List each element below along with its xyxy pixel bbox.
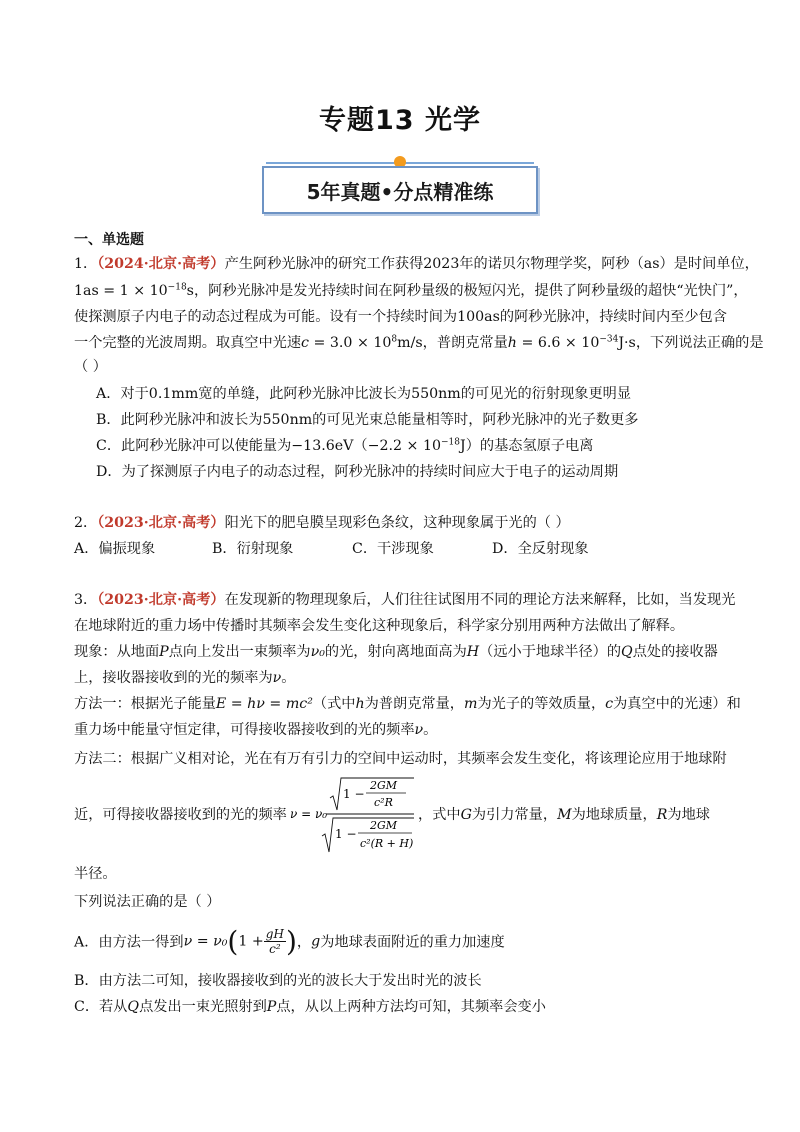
q1-exponent: 8 (391, 334, 398, 345)
symbol-nu: ν (272, 670, 282, 686)
symbol-P: P (159, 644, 169, 660)
q2-option-c[interactable]: C．干涉现象 (352, 541, 434, 557)
paren-right: ) (285, 925, 297, 958)
q3-option-a-text: 为地球表面附近的重力加速度 (320, 934, 505, 951)
formula-c2r: c²R (374, 796, 393, 809)
formula-one-plus: 1 + (238, 933, 264, 950)
symbol-R: R (656, 807, 668, 823)
fraction-gh-c2 (264, 927, 286, 956)
q3-line-8-left: 近，可得接收器接收到的光的频率 (74, 807, 287, 823)
q3-text: （式中 (312, 696, 356, 712)
symbol-H: H (466, 644, 480, 660)
formula-nu-approx: ν = ν₀ (183, 933, 228, 950)
q3-line-9: 半径。 (74, 866, 117, 882)
q3-option-c-text: 点发出一束光照射到 (139, 999, 267, 1015)
q1-option-a[interactable]: A．对于0.1mm宽的单缝，此阿秒光脉冲比波长为550nm的可见光的衍射现象更明显 (96, 386, 632, 402)
q2-text: 阳光下的肥皂膜呈现彩色条纹，这种现象属于光的（ ） (224, 515, 570, 531)
q1-line-1 (74, 253, 759, 273)
q3-source-tag: （2023·北京·高考） (97, 592, 225, 608)
q3-text: 的光，射向离地面高为 (324, 644, 467, 660)
formula-c2rh: c²(R + H) (360, 837, 414, 850)
q1-number: 1． (74, 256, 98, 272)
formula-relativity (290, 776, 416, 854)
q3-text: 现象：从地面 (74, 644, 160, 660)
q1-text: s，阿秒光脉冲是发光持续时间在阿秒量级的极短闪光，提供了阿秒量级的超快“光快门”， (186, 283, 748, 299)
q2-option-d[interactable]: D．全反射现象 (492, 541, 589, 557)
q3-line-4: 上，接收器接收到的光的频率为ν。 (74, 670, 296, 686)
q3-text: 重力场中能量守恒定律，可得接收器接收到的光的频率 (74, 722, 415, 738)
q1-option-c-text: J）的基态氢原子电离 (460, 438, 594, 454)
q3-text: 为普朗克常量， (364, 696, 464, 712)
fraction-denominator: c² (269, 942, 281, 956)
document-title: 专题13 光学 (319, 105, 481, 136)
symbol-h: h (507, 335, 517, 351)
symbol-c: c (605, 696, 614, 712)
q3-line-5 (74, 693, 741, 713)
q2-source-tag: （2023·北京·高考） (97, 515, 225, 531)
q3-option-b[interactable]: B．由方法二可知，接收器接收到的光的波长大于发出时光的波长 (74, 973, 482, 989)
formula-2gm: 2GM (370, 779, 398, 792)
symbol-c: c (301, 335, 309, 351)
q1-text: 一个完整的光波周期。取真空中光速 (74, 335, 302, 351)
q1-line-4 (74, 332, 764, 352)
q3-option-c-text: C．若从 (74, 999, 128, 1015)
formula-one-minus: 1 − (343, 787, 365, 801)
q3-option-c[interactable] (74, 996, 546, 1016)
q1-option-d[interactable]: D．为了探测原子内电子的动态过程，阿秒光脉冲的持续时间应大于电子的运动周期 (96, 464, 619, 480)
q3-text: 为地球质量， (571, 807, 657, 823)
q3-option-a-text: A．由方法一得到 (74, 934, 184, 951)
q3-text: 为真空中的光速）和 (613, 696, 741, 712)
q3-option-c-text: 点，从以上两种方法均可知，其频率会变小 (276, 999, 546, 1015)
q3-number: 3． (74, 592, 98, 608)
symbol-m: m (463, 696, 478, 712)
q3-text: 为引力常量， (471, 807, 558, 823)
q3-option-a-text: ， (296, 934, 312, 951)
q3-line-1 (74, 589, 735, 609)
symbol-h: h (355, 696, 365, 712)
q1-option-c-text: C．此阿秒光脉冲可以使能量为−13.6eV（−2.2 × 10 (96, 438, 442, 454)
q2-option-a[interactable]: A．偏振现象 (74, 541, 156, 557)
q3-text: 点向上发出一束频率为 (168, 644, 311, 660)
q3-text: 为光子的等效质量， (477, 696, 606, 712)
q3-text: （远小于地球半径）的 (479, 644, 622, 660)
q3-text: 方法一：根据光子能量 (74, 696, 216, 712)
symbol-nu: ν (414, 722, 424, 738)
q1-answer-blank: （ ） (74, 359, 107, 375)
q3-option-a[interactable] (74, 925, 505, 958)
q1-line-2 (74, 280, 748, 300)
symbol-nu0: ν₀ (310, 644, 325, 660)
formula-energy: E = hν = mc² (215, 696, 313, 712)
q3-text: ，式中 (418, 807, 461, 823)
formula-nu-eq: ν = ν₀ (290, 807, 328, 821)
q1-exponent: −18 (441, 437, 461, 448)
q3-line-3 (74, 641, 718, 661)
symbol-G: G (460, 807, 472, 823)
q3-text: 为地球 (667, 807, 710, 823)
q3-text: 点处的接收器 (632, 644, 718, 660)
fraction-numerator: gH (265, 927, 284, 941)
formula-one-minus: 1 − (335, 827, 357, 841)
q1-option-b[interactable]: B．此阿秒光脉冲和波长为550nm的可见光束总能量相等时，阿秒光脉冲的光子数更多 (96, 412, 639, 428)
q1-exponent: −34 (599, 334, 619, 345)
q2-number: 2． (74, 515, 98, 531)
q3-text: 在发现新的物理现象后，人们往往试图用不同的理论方法来解释，比如，当发现光 (224, 592, 736, 608)
q1-option-c[interactable] (96, 435, 593, 455)
q3-text: 上，接收器接收到的光的频率为 (74, 670, 273, 686)
q1-text: 1as = 1 × 10 (74, 283, 168, 299)
q3-line-8-right (418, 804, 710, 824)
q3-line-2: 在地球附近的重力场中传播时其频率会发生变化这种现象后，科学家分别用两种方法做出了解释。 (74, 618, 685, 634)
q1-text: = 6.6 × 10 (521, 335, 600, 351)
q1-text: m/s，普朗克常量 (397, 335, 508, 351)
q1-text: = 3.0 × 10 (313, 335, 392, 351)
symbol-g: g (311, 933, 321, 950)
banner (262, 158, 538, 214)
q3-line-7: 方法二：根据广义相对论，光在有万有引力的空间中运动时，其频率会发生变化，将该理论应用于地球附 (74, 751, 727, 767)
formula-relativity-svg (290, 776, 416, 854)
q1-text: 产生阿秒光脉冲的研究工作获得2023年的诺贝尔物理学奖，阿秒（as）是时间单位， (224, 256, 759, 272)
q1-exponent: −18 (167, 282, 187, 293)
q1-line-3: 使探测原子内电子的动态过程成为可能。设有一个持续时间为100as的阿秒光脉冲，持续时间内至少包含 (74, 309, 727, 325)
q1-source-tag: （2024·北京·高考） (97, 256, 225, 272)
symbol-Q: Q (621, 644, 633, 660)
banner-label: 5年真题•分点精准练 (262, 166, 538, 214)
symbol-M: M (557, 807, 572, 823)
q3-line-6: 重力场中能量守恒定律，可得接收器接收到的光的频率ν。 (74, 722, 438, 738)
formula-2gm: 2GM (370, 819, 398, 832)
q3-line-10: 下列说法正确的是（ ） (74, 894, 221, 910)
paren-left: ( (227, 925, 239, 958)
symbol-Q: Q (127, 999, 140, 1015)
q1-text: J·s，下列说法正确的是 (618, 335, 764, 351)
section-heading: 一、单选题 (74, 232, 144, 248)
q2-option-b[interactable]: B．衍射现象 (212, 541, 294, 557)
q2-stem (74, 512, 570, 532)
symbol-P: P (266, 999, 277, 1015)
